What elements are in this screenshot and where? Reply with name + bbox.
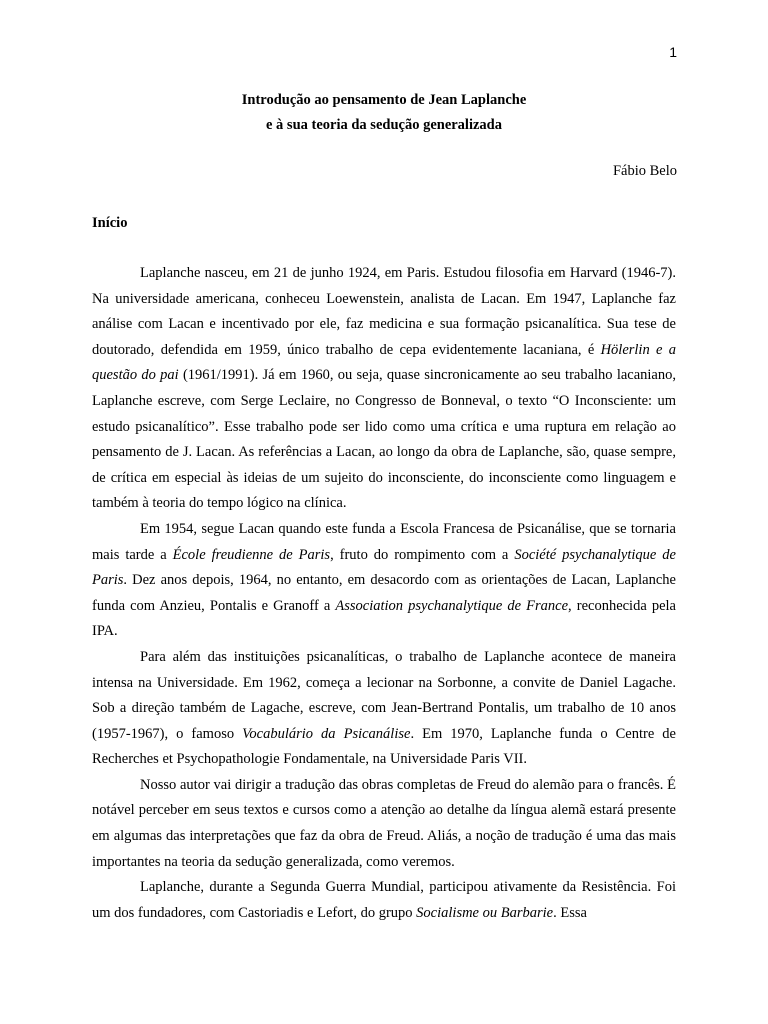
paragraph-4: Nosso autor vai dirigir a tradução das obras completas de Freud do alemão para o francês. É notável perceber em seus textos e cursos como a atenção ao detalhe da língua alemã estará presente em algumas das interpretações que faz da obra de Freud. Aliás, a noção de tradução é uma das mais importantes na teoria da sedução generalizada, como veremos. bbox=[92, 776, 676, 870]
body-text bbox=[92, 261, 676, 926]
paragraph-5: Laplanche, durante a Segunda Guerra Mundial, participou ativamente da Resistência. Foi um dos fundadores, com Castoriadis e Lefort, do grupo Socialisme ou Barbarie. Essa bbox=[92, 879, 676, 921]
institution-association-psychanalytique: Association psychanalytique de France bbox=[335, 597, 569, 614]
author-name: Fábio Belo bbox=[612, 163, 677, 179]
title-line-1: Introdução ao pensamento de Jean Laplanche bbox=[241, 92, 527, 108]
paragraph-2: Em 1954, segue Lacan quando este funda a Escola Francesa de Psicanálise, que se tornaria mais tarde a École freudienne de Paris, fruto do rompimento com a Société psychanalytique de Paris. Dez anos depois, 1964, no entanto, em desacordo com as orientações de Lacan, Laplanche funda com Anzieu, Pontalis e Granoff a Association psychanalytique de France, reconhecida pela IPA. bbox=[92, 520, 676, 640]
section-heading: Início bbox=[92, 215, 128, 231]
document-title bbox=[92, 88, 676, 138]
title-line-2: e à sua teoria da sedução generalizada bbox=[265, 117, 502, 133]
paragraph-3: Para além das instituições psicanalíticas, o trabalho de Laplanche acontece de maneira intensa na Universidade. Em 1962, começa a lecionar na Sorbonne, a convite de Daniel Lagache. Sob a direção também de Lagache, escreve, com Jean-Bertrand Pontalis, um trabalho de 10 anos (1957-1967), o famoso Vocabulário da Psicanálise. Em 1970, Laplanche funda o Centre de Recherches et Psychopathologie Fondamentale, na Universidade Paris VII. bbox=[92, 648, 676, 768]
institution-societe-psychanalytique: Société psychanalytique de Paris bbox=[92, 546, 676, 589]
institution-ecole-freudienne: École freudienne de Paris bbox=[172, 546, 331, 563]
paragraph-1: Laplanche nasceu, em 21 de junho 1924, em Paris. Estudou filosofia em Harvard (1946-7). Na universidade americana, conheceu Loewenstein, analista de Lacan. Em 1947, Laplanche faz análise com Lacan e incentivado por ele, faz medicina e sua formação psicanalítica. Sua tese de doutorado, defendida em 1959, único trabalho de cepa evidentemente lacaniana, é Hölerlin e a questão do pai (1961/1991). Já em 1960, ou seja, quase sincronicamente ao seu trabalho lacaniano, Laplanche escreve, com Serge Leclaire, no Congresso de Bonneval, o texto “O Inconsciente: um estudo psicanalítico”. Esse trabalho pode ser lido como uma crítica e uma ruptura em relação ao pensamento de J. Lacan. As referências a Lacan, ao longo da obra de Laplanche, são, quase sempre, de crítica em especial às ideias de um sujeito do inconsciente, do inconsciente como linguagem e também à teoria do tempo lógico na clínica. bbox=[92, 265, 676, 512]
group-socialisme-ou-barbarie: Socialisme ou Barbarie bbox=[416, 904, 554, 921]
book-title-vocabulario: Vocabulário da Psicanálise bbox=[242, 725, 411, 742]
book-title-holderlin: Hölerlin e a questão do pai bbox=[92, 341, 676, 384]
page-number: 1 bbox=[669, 44, 677, 60]
